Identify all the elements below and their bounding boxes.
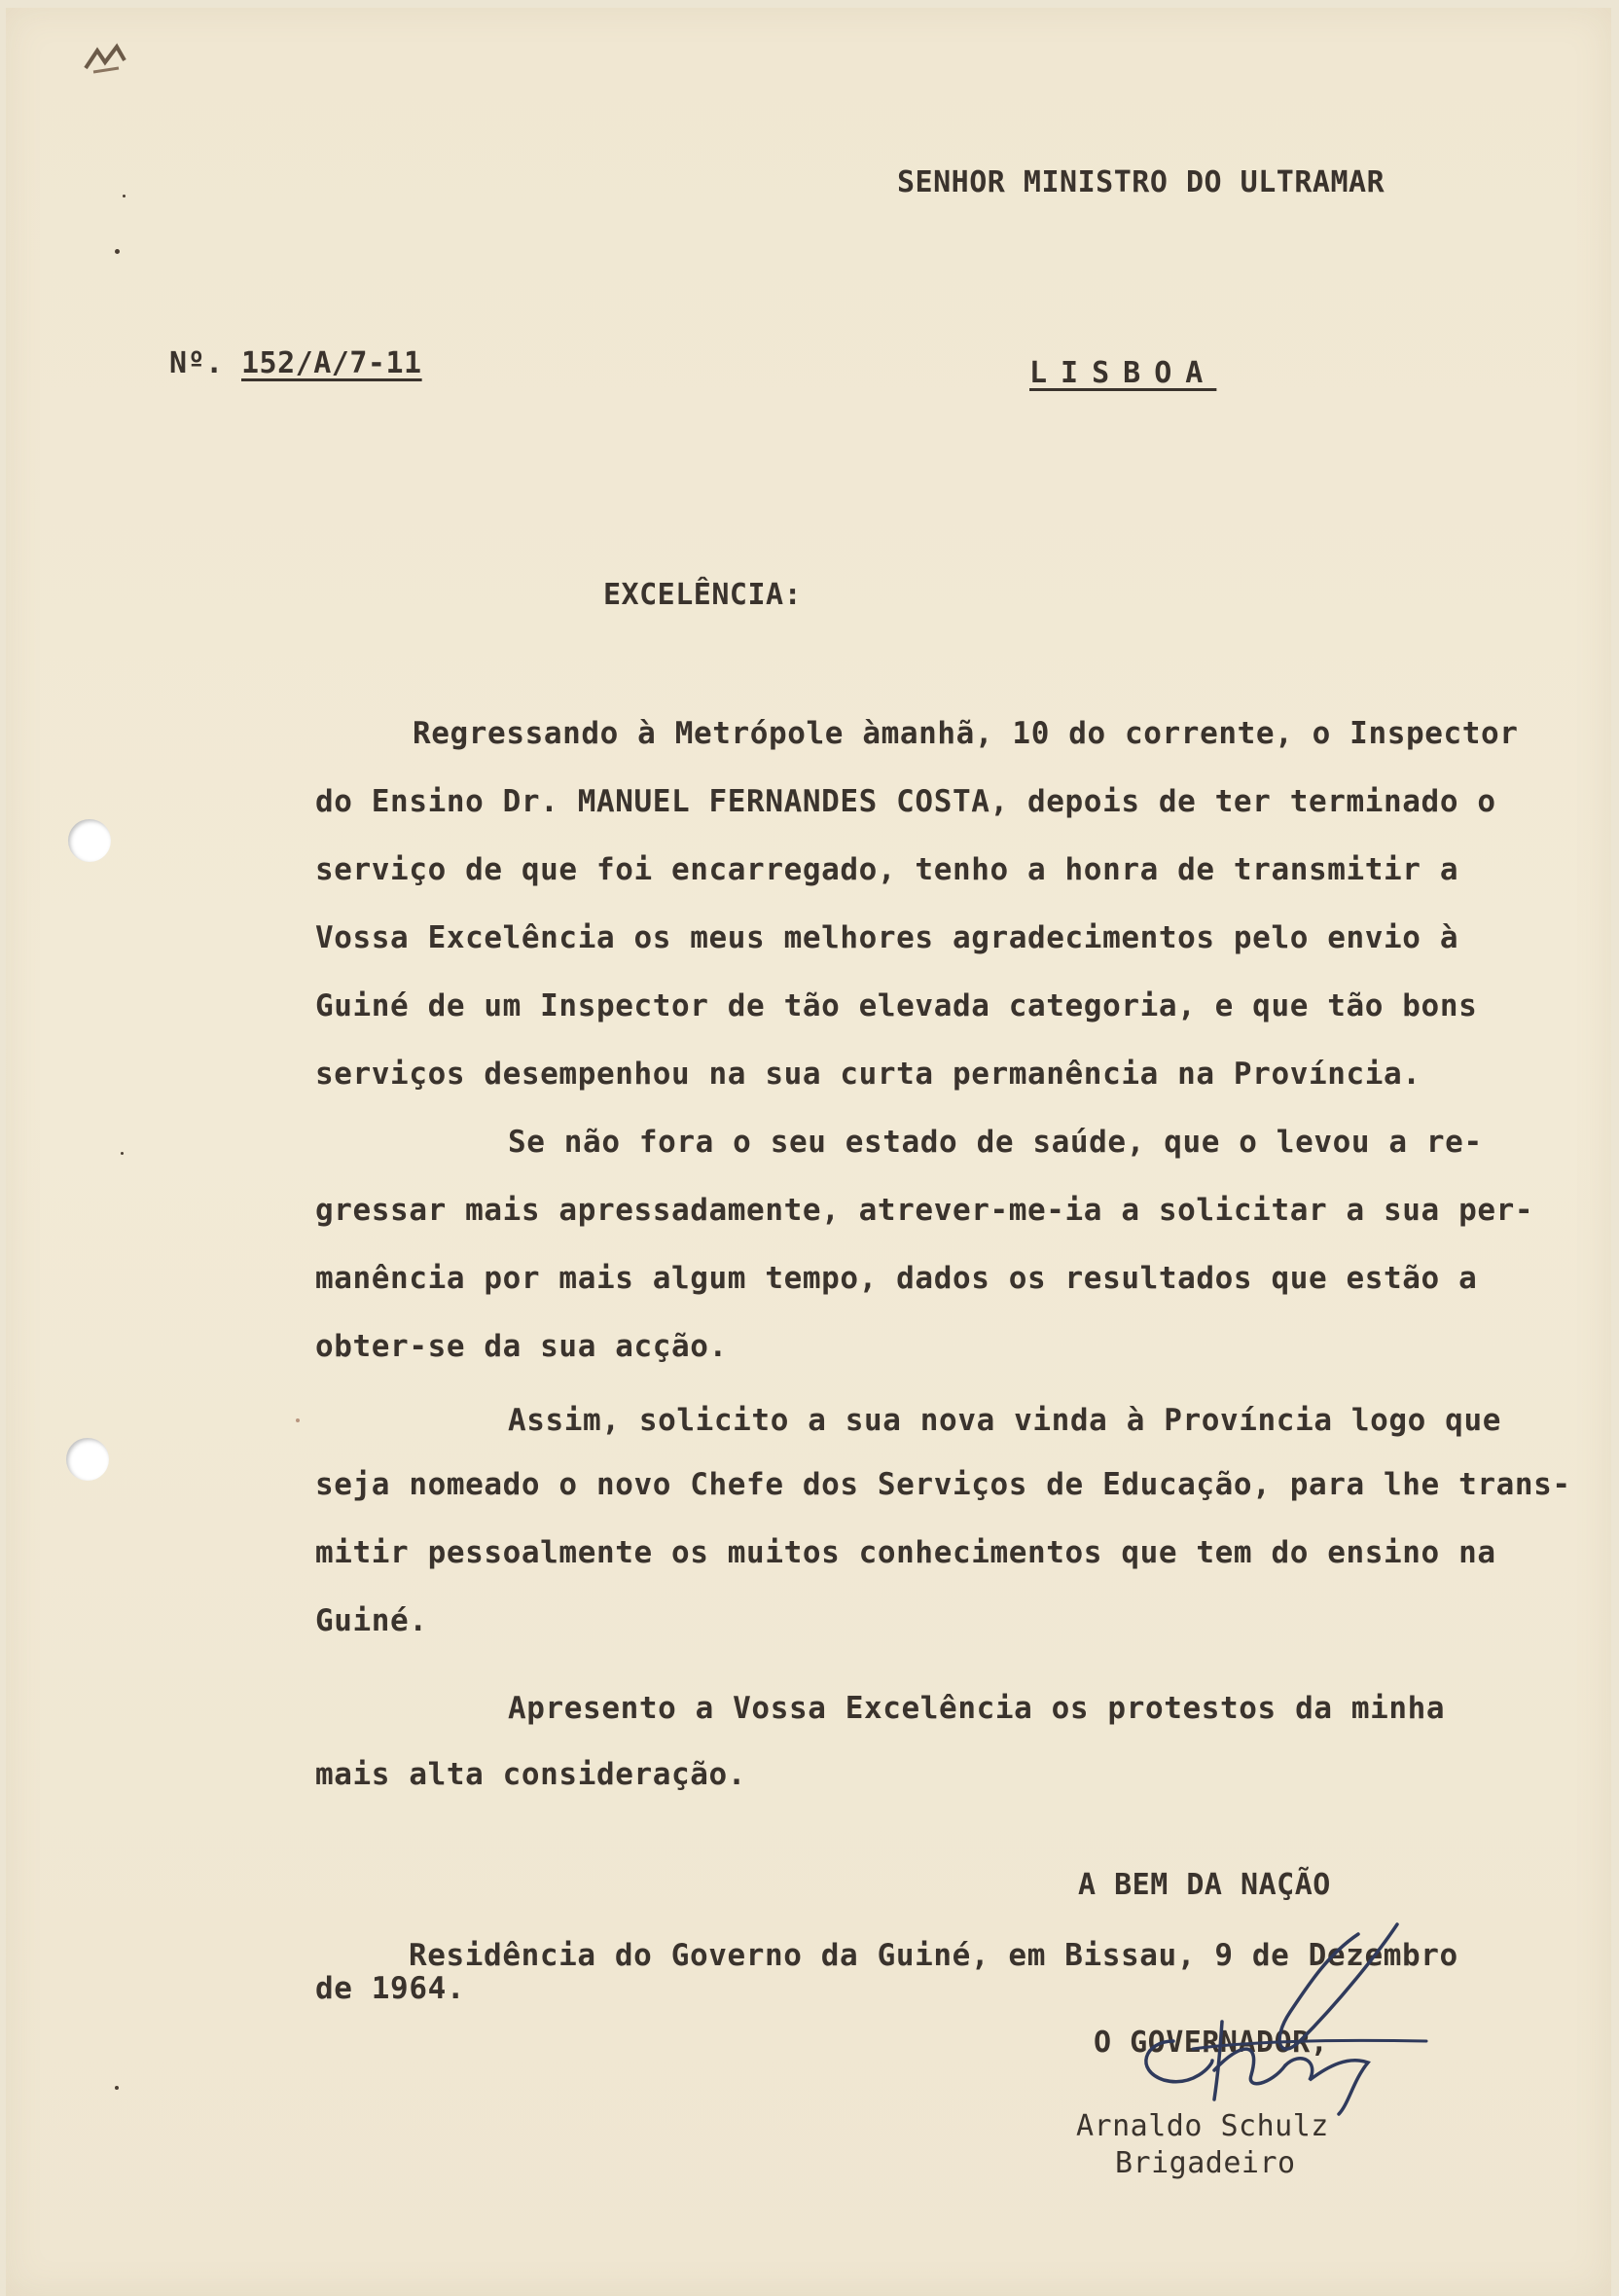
body-line: serviços desempenhou na sua curta permanência na Província. [315,1057,1421,1092]
body-line: do Ensino Dr. MANUEL FERNANDES COSTA, depois de ter terminado o [315,784,1496,819]
place-date-line: Residência do Governo da Guiné, em Bissau, 9 de Dezembro [409,1938,1458,1973]
body-line: Guiné de um Inspector de tão elevada categoria, e que tão bons [315,988,1478,1023]
reference-prefix: Nº. [169,346,224,380]
addressee: SENHOR MINISTRO DO ULTRAMAR [897,165,1385,199]
body-line: manência por mais algum tempo, dados os resultados que estão a [315,1261,1478,1296]
body-line: Vossa Excelência os meus melhores agradecimentos pelo envio à [315,920,1459,955]
body-line: Regressando à Metrópole àmanhã, 10 do corrente, o Inspector [413,716,1519,751]
body-line: serviço de que foi encarregado, tenho a honra de transmitir a [315,852,1459,887]
body-line: Guiné. [315,1603,428,1638]
salutation: EXCELÊNCIA: [603,578,803,612]
staple-mark-icon [76,33,134,88]
ink-speck [123,195,126,197]
body-line: Apresento a Vossa Excelência os protestos da minha [508,1691,1446,1726]
body-line: obter-se da sua acção. [315,1329,728,1364]
body-line: gressar mais apressadamente, atrever-me-ia a solicitar a sua per- [315,1193,1534,1228]
ink-speck [115,2086,119,2090]
signatory-title: O GOVERNADOR, [1094,2026,1329,2060]
body-line: mitir pessoalmente os muitos conhecimentos que tem do ensino na [315,1535,1496,1570]
punch-hole-bottom [66,1438,109,1481]
reference-number: 152/A/7-11 [241,346,422,380]
body-line: Assim, solicito a sua nova vinda à Província logo que [508,1403,1501,1438]
ink-speck [296,1418,300,1422]
punch-hole-top [68,819,111,862]
body-line: seja nomeado o novo Chefe dos Serviços de Educação, para lhe trans- [315,1467,1571,1502]
ink-speck [121,1152,124,1155]
handwritten-signature [1105,1895,1456,2119]
signatory-rank: Brigadeiro [1115,2146,1296,2180]
letter-page [6,8,1611,2296]
body-line: Se não fora o seu estado de saúde, que o levou a re- [508,1125,1483,1160]
destination-city: LISBOA [1029,356,1217,390]
place-date-line: de 1964. [315,1971,466,2006]
ink-speck [115,249,120,254]
signatory-name: Arnaldo Schulz [1076,2109,1329,2143]
body-line: mais alta consideração. [315,1757,747,1792]
closing-motto: A BEM DA NAÇÃO [1078,1868,1331,1902]
